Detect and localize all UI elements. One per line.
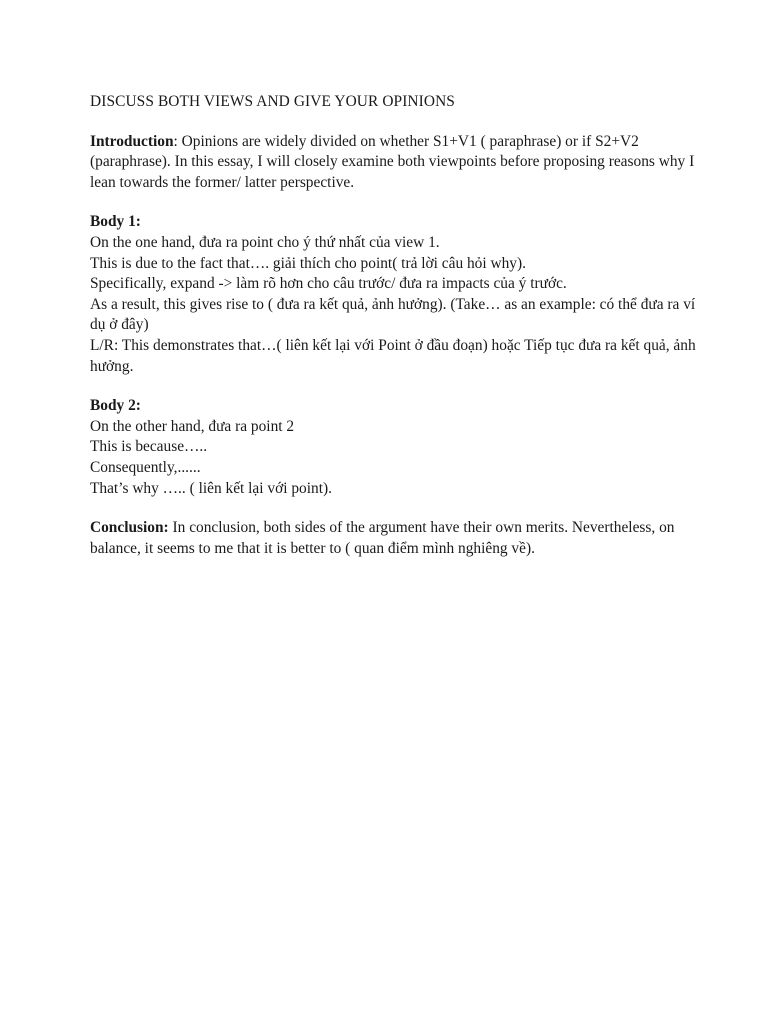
document-body: [90, 92, 710, 559]
body1-heading: Body 1:: [90, 213, 141, 231]
body1-line: L/R: This demonstrates that…( liên kết lại với Point ở đầu đoạn) hoặc Tiếp tục đưa ra kết quả, ảnh hưởng.: [90, 336, 696, 375]
introduction-label: Introduction: [90, 132, 174, 150]
body2-line: This is because…..: [90, 438, 208, 456]
conclusion-section: [90, 518, 710, 559]
body1-line: As a result, this gives rise to ( đưa ra kết quả, ảnh hưởng). (Take… as an example: có thể đưa ra ví dụ ở đây): [90, 295, 696, 334]
body2-section: [90, 396, 710, 499]
body2-heading: Body 2:: [90, 397, 141, 415]
body1-line: On the one hand, đưa ra point cho ý thứ nhất của view 1.: [90, 233, 440, 251]
introduction-paragraph: [90, 132, 710, 194]
conclusion-text: In conclusion, both sides of the argument have their own merits. Nevertheless, on balance, it seems to me that it is better to ( quan điểm mình nghiêng về).: [90, 519, 675, 557]
document-title: DISCUSS BOTH VIEWS AND GIVE YOUR OPINIONS: [90, 93, 455, 110]
body1-line: This is due to the fact that…. giải thích cho point( trả lời câu hỏi why).: [90, 254, 526, 272]
conclusion-label: Conclusion:: [90, 519, 169, 537]
body2-line: Consequently,......: [90, 458, 201, 476]
body1-section: [90, 212, 710, 377]
conclusion-paragraph: [90, 518, 710, 559]
body1-line: Specifically, expand -> làm rõ hơn cho câu trước/ đưa ra impacts của ý trước.: [90, 275, 567, 293]
introduction-text: : Opinions are widely divided on whether S1+V1 ( paraphrase) or if S2+V2 (paraphrase). In this essay, I will closely examine both viewpoints before proposing reasons why I lean towards the former/ latter perspective.: [90, 132, 695, 191]
body2-line: That’s why ….. ( liên kết lại với point).: [90, 479, 332, 497]
introduction-section: [90, 132, 710, 194]
body2-line: On the other hand, đưa ra point 2: [90, 417, 295, 435]
